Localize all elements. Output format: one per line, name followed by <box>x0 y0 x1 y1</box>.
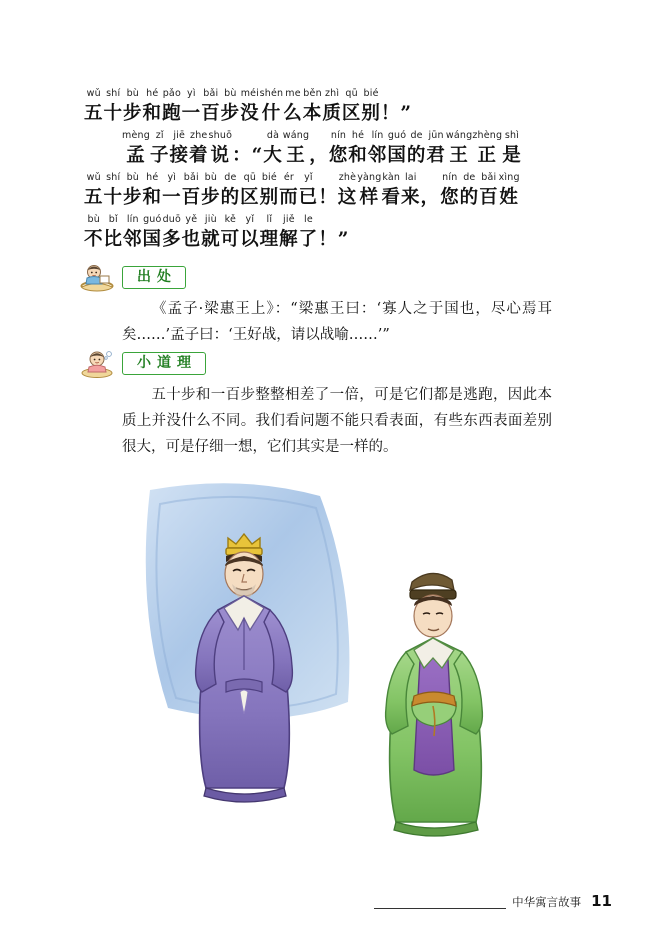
hanzi: 国 <box>387 145 407 166</box>
ruby-char <box>240 172 260 211</box>
ruby-char <box>201 214 221 253</box>
hanzi: 别 <box>259 187 280 208</box>
pinyin <box>429 172 432 185</box>
ruby-char <box>84 214 104 253</box>
ruby-char <box>201 172 221 211</box>
ruby-char <box>401 172 421 211</box>
pinyin: yǐ <box>304 172 313 183</box>
pinyin: jūn <box>428 130 444 141</box>
hanzi: 么 <box>283 103 303 124</box>
hanzi: 步 <box>123 103 143 124</box>
pinyin: me <box>285 88 301 99</box>
hanzi: 可 <box>220 229 241 250</box>
hanzi: 就 <box>201 229 221 250</box>
hanzi: 质 <box>322 103 342 124</box>
ruby-char <box>299 214 319 253</box>
ruby-char <box>143 172 163 211</box>
ruby-char <box>123 172 143 211</box>
pinyin: shí <box>106 172 121 183</box>
hanzi: 君 <box>426 145 446 166</box>
ruby-char <box>348 130 368 169</box>
pinyin: bù <box>204 172 218 183</box>
story-line <box>84 130 564 169</box>
ruby-char <box>84 88 104 127</box>
source-quote-text: 《孟子·梁惠王上》：“梁惠王曰：‘寡人之于国也，尽心焉耳矣……’孟子曰：‘王好战，请以战喻……’” <box>122 301 552 343</box>
hanzi: 多 <box>162 229 182 250</box>
hanzi: ！ <box>318 187 338 208</box>
pinyin: hé <box>351 130 365 141</box>
hanzi: 和 <box>142 187 163 208</box>
pinyin <box>317 130 320 143</box>
hanzi: 步 <box>123 187 143 208</box>
hanzi: 王 <box>286 145 306 166</box>
pinyin: jiù <box>204 214 217 225</box>
footer-rule <box>374 894 506 909</box>
hanzi: 子 <box>149 145 170 166</box>
story-text <box>84 88 564 256</box>
hanzi: 没 <box>240 103 260 124</box>
minister-figure <box>386 573 483 836</box>
hanzi: 接 <box>169 145 189 166</box>
hanzi: 说 <box>210 145 231 166</box>
hanzi: 不 <box>84 229 104 250</box>
hanzi: 的 <box>459 187 480 208</box>
ruby-char <box>322 88 342 127</box>
ruby-char <box>240 88 260 127</box>
ruby-char <box>460 172 480 211</box>
section-label-source: 出处 <box>122 266 186 289</box>
pinyin: shuō <box>208 130 233 141</box>
pinyin: bù <box>126 88 140 99</box>
pinyin: zhèng <box>472 130 503 141</box>
ruby-char <box>169 130 189 169</box>
pinyin: lai <box>404 172 417 183</box>
pinyin <box>405 88 408 101</box>
pinyin: zǐ <box>155 130 164 141</box>
pinyin: bù <box>224 88 237 99</box>
hanzi: ， <box>309 145 329 166</box>
hanzi: 百 <box>201 103 221 124</box>
pinyin <box>342 214 345 227</box>
hanzi: 和 <box>348 145 368 166</box>
pinyin: yì <box>187 88 196 99</box>
king-and-minister-illustration <box>120 470 540 880</box>
thinking-child-icon <box>78 348 116 378</box>
ruby-char <box>84 172 104 211</box>
ruby-char <box>299 172 319 211</box>
ruby-char <box>338 172 358 211</box>
pinyin <box>326 172 329 185</box>
pinyin <box>389 88 392 101</box>
ruby-char <box>440 172 460 211</box>
ruby-char <box>221 88 241 127</box>
hanzi: 步 <box>220 103 241 124</box>
pinyin: nín <box>330 130 347 141</box>
hanzi: ” <box>337 229 350 250</box>
pinyin: jiě <box>283 214 295 225</box>
hanzi: 着 <box>188 145 209 166</box>
ruby-char <box>426 130 446 169</box>
pinyin: hé <box>146 172 159 183</box>
hanzi: 和 <box>142 103 163 124</box>
story-line <box>84 88 564 127</box>
pinyin: le <box>303 214 313 225</box>
ruby-char <box>182 88 202 127</box>
ruby-char <box>421 172 441 211</box>
hanzi: 区 <box>240 187 260 208</box>
pinyin: wáng <box>445 130 473 141</box>
pinyin: bǎi <box>183 172 199 183</box>
ruby-char <box>342 88 362 127</box>
hanzi: 百 <box>181 187 202 208</box>
pinyin: de <box>463 172 476 183</box>
moral-text: 五十步和一百步整整相差了一倍，可是它们都是逃跑，因此本质上并没什么不同。我们看问题不能只看表面，有些东西表面差别很大，可是仔细一想，它们其实是一样的。 <box>122 387 552 455</box>
pinyin: nín <box>442 172 458 183</box>
hanzi: 十 <box>103 103 124 124</box>
pinyin: bié <box>363 88 379 99</box>
ruby-char <box>382 172 402 211</box>
pinyin: dà <box>266 130 280 141</box>
hanzi: 看 <box>381 187 402 208</box>
pinyin: de <box>410 130 423 141</box>
ruby-char <box>104 214 124 253</box>
pinyin: guó <box>387 130 407 141</box>
hanzi: 这 <box>337 187 358 208</box>
pinyin: yàng <box>357 172 382 183</box>
hanzi: 孟 <box>126 145 146 166</box>
pinyin: yǐ <box>245 214 255 225</box>
hanzi: 步 <box>201 187 221 208</box>
hanzi: 百 <box>479 187 499 208</box>
ruby-char <box>283 130 309 169</box>
hanzi: 王 <box>449 145 469 166</box>
pinyin: hé <box>146 88 159 99</box>
hanzi: 已 <box>298 187 319 208</box>
section-header-source <box>78 262 186 292</box>
hanzi: 别 <box>361 103 381 124</box>
hanzi: 而 <box>279 187 299 208</box>
page-number: 11 <box>591 892 612 910</box>
hanzi: 邻 <box>367 145 388 166</box>
ruby-char <box>123 214 143 253</box>
hanzi: 您 <box>328 145 349 166</box>
pinyin: shén <box>259 88 284 99</box>
ruby-char <box>221 214 241 253</box>
hanzi: ” <box>400 103 413 124</box>
hanzi: 您 <box>440 187 460 208</box>
book-child-icon <box>78 262 116 292</box>
ruby-char <box>162 88 182 127</box>
ruby-char <box>182 214 202 253</box>
ruby-char <box>209 130 233 169</box>
hanzi: 本 <box>302 103 323 124</box>
ruby-char <box>472 130 502 169</box>
pinyin: ér <box>283 172 294 183</box>
hanzi: 区 <box>341 103 362 124</box>
ruby-char <box>499 172 520 211</box>
ruby-char <box>318 172 338 211</box>
pinyin <box>326 214 329 227</box>
ruby-char <box>232 130 252 169</box>
pinyin: běn <box>303 88 322 99</box>
pinyin: mèng <box>122 130 150 141</box>
pinyin: kàn <box>382 172 401 183</box>
ruby-char <box>263 130 283 169</box>
ruby-char <box>260 172 280 211</box>
pinyin: duō <box>162 214 182 225</box>
ruby-char <box>104 172 124 211</box>
hanzi: 邻 <box>123 229 143 250</box>
ruby-char <box>283 88 303 127</box>
ruby-char <box>122 130 150 169</box>
story-line <box>84 172 564 211</box>
pinyin: wǔ <box>86 88 101 99</box>
pinyin: jiē <box>173 130 186 141</box>
ruby-char <box>143 214 163 253</box>
ruby-char <box>357 172 381 211</box>
ruby-char <box>221 172 241 211</box>
pinyin: zhè <box>338 172 357 183</box>
ruby-char <box>279 214 299 253</box>
ruby-char <box>479 172 499 211</box>
pinyin: shì <box>504 130 520 141</box>
pinyin: bù <box>126 172 140 183</box>
ruby-char <box>502 130 522 169</box>
hanzi: 的 <box>406 145 427 166</box>
footer-book-title: 中华寓言故事 <box>512 895 582 909</box>
hanzi: 以 <box>240 229 260 250</box>
ruby-char <box>150 130 170 169</box>
section-body-source <box>122 296 552 348</box>
hanzi: 样 <box>359 187 380 208</box>
pinyin: bǐ <box>108 214 118 225</box>
pinyin: yě <box>185 214 198 225</box>
pinyin: bǎi <box>203 88 219 99</box>
pinyin: shí <box>106 88 121 99</box>
hanzi: 解 <box>279 229 299 250</box>
ruby-char <box>162 172 182 211</box>
ruby-char <box>303 88 323 127</box>
hanzi: ： <box>232 145 252 166</box>
ruby-char <box>162 214 182 253</box>
hanzi: ！ <box>318 229 338 250</box>
hanzi: 是 <box>502 145 522 166</box>
pinyin: xìng <box>498 172 520 183</box>
pinyin: méi <box>240 88 260 99</box>
pinyin: guó <box>143 214 162 225</box>
ruby-char <box>381 88 401 127</box>
page-footer <box>374 894 612 909</box>
hanzi: 了 <box>298 229 319 250</box>
pinyin: de <box>224 172 237 183</box>
hanzi: 跑 <box>162 103 182 124</box>
ruby-char <box>361 88 381 127</box>
ruby-char <box>260 88 284 127</box>
ruby-char <box>201 88 221 127</box>
story-line <box>84 214 564 253</box>
pinyin: bié <box>261 172 277 183</box>
pinyin: lǐ <box>266 214 273 225</box>
ruby-char <box>338 214 350 253</box>
hanzi: 的 <box>220 187 241 208</box>
ruby-char <box>368 130 388 169</box>
section-label-moral: 小道理 <box>122 352 206 375</box>
ruby-char <box>309 130 329 169</box>
pinyin: bù <box>87 214 100 225</box>
pinyin <box>240 130 243 143</box>
hanzi: 一 <box>181 103 202 124</box>
pinyin: zhì <box>324 88 340 99</box>
pinyin <box>256 130 259 143</box>
hanzi: ！ <box>380 103 401 124</box>
hanzi: 正 <box>477 145 498 166</box>
ruby-char <box>318 214 338 253</box>
hanzi: 大 <box>263 145 283 166</box>
pinyin: bǎi <box>481 172 497 183</box>
pinyin: lín <box>126 214 139 225</box>
ruby-char <box>104 88 124 127</box>
pinyin: qū <box>345 88 358 99</box>
pinyin: zhe <box>190 130 208 141</box>
pinyin: wǔ <box>86 172 101 183</box>
pinyin: wáng <box>282 130 310 141</box>
ruby-char <box>407 130 427 169</box>
pinyin: yì <box>167 172 177 183</box>
pinyin: pǎo <box>162 88 181 99</box>
hanzi: 来 <box>401 187 421 208</box>
hanzi: 姓 <box>499 187 519 208</box>
ruby-char <box>260 214 280 253</box>
hanzi: 也 <box>181 229 202 250</box>
ruby-char <box>446 130 472 169</box>
hanzi: 什 <box>261 103 282 124</box>
ruby-char <box>123 88 143 127</box>
hanzi: ， <box>420 187 441 208</box>
ruby-char <box>252 130 264 169</box>
hanzi: 国 <box>142 229 163 250</box>
ruby-char <box>387 130 407 169</box>
hanzi: 五 <box>84 103 104 124</box>
hanzi: 比 <box>103 229 124 250</box>
hanzi: “ <box>251 145 264 166</box>
ruby-char <box>279 172 299 211</box>
pinyin: qū <box>243 172 257 183</box>
section-header-moral <box>78 348 206 378</box>
pinyin: lín <box>371 130 384 141</box>
ruby-char <box>240 214 260 253</box>
hanzi: 一 <box>162 187 182 208</box>
hanzi: 理 <box>259 229 280 250</box>
ruby-char <box>182 172 202 211</box>
hanzi: 五 <box>84 187 104 208</box>
hanzi: 十 <box>103 187 124 208</box>
ruby-char <box>329 130 349 169</box>
section-body-moral <box>122 382 552 460</box>
pinyin: kě <box>224 214 237 225</box>
ruby-char <box>400 88 412 127</box>
ruby-char <box>189 130 209 169</box>
ruby-char <box>143 88 163 127</box>
